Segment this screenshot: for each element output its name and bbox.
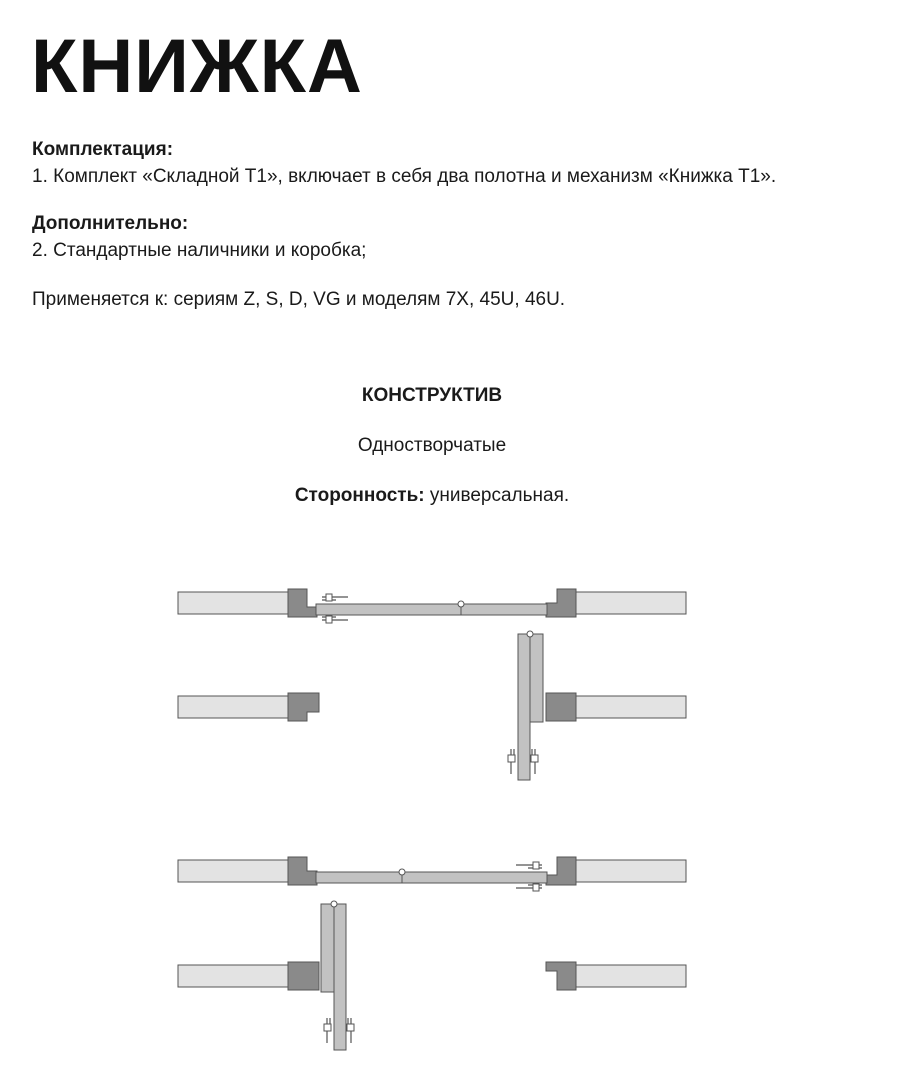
- door-leaf-folded-2: [334, 904, 346, 1050]
- left-door-frame: [288, 857, 317, 885]
- construct-type: Одностворчатые: [357, 435, 507, 456]
- extra-line: 2. Стандартные наличники и коробка;: [32, 240, 367, 261]
- right-door-frame: [546, 589, 576, 617]
- door-leaf-left: [316, 872, 402, 883]
- diagram-closed-top: [178, 589, 686, 623]
- side-label: Сторонность:: [294, 485, 425, 506]
- right-door-frame: [546, 693, 576, 721]
- left-door-frame: [288, 693, 319, 721]
- door-leaf-right: [461, 604, 547, 615]
- left-wall: [178, 696, 290, 718]
- hinge-pin: [399, 869, 405, 875]
- right-door-frame: [546, 962, 576, 990]
- left-door-frame: [288, 589, 317, 617]
- door-leaf-folded-1: [518, 634, 530, 780]
- left-wall: [178, 965, 290, 987]
- right-wall: [574, 696, 686, 718]
- extra-heading: Дополнительно:: [32, 213, 189, 234]
- right-wall: [574, 965, 686, 987]
- right-wall: [574, 860, 686, 882]
- hinge-pin: [331, 901, 337, 907]
- diagram-closed-bottom: [178, 857, 686, 891]
- applies-line: Применяется к: сериям Z, S, D, VG и моделям 7X, 45U, 46U.: [32, 289, 566, 310]
- page-title: КНИЖКА: [31, 24, 363, 109]
- left-door-frame: [288, 962, 319, 990]
- left-wall: [178, 592, 290, 614]
- hinge-pin: [527, 631, 533, 637]
- left-wall: [178, 860, 290, 882]
- right-door-frame: [546, 857, 576, 885]
- door-leaf-left: [316, 604, 461, 615]
- diagram-open-bottom: [178, 901, 686, 1050]
- hinge-pin: [458, 601, 464, 607]
- diagram-open-top: [178, 631, 686, 780]
- door-leaf-folded-2: [530, 634, 543, 722]
- right-wall: [574, 592, 686, 614]
- door-leaf-right: [402, 872, 547, 883]
- construct-heading: КОНСТРУКТИВ: [361, 385, 503, 406]
- side-value: универсальная.: [424, 485, 570, 506]
- kit-line: 1. Комплект «Складной Т1», включает в себя два полотна и механизм «Книжка Т1».: [32, 166, 777, 187]
- door-leaf-folded-1: [321, 904, 334, 992]
- kit-heading: Комплектация:: [32, 139, 174, 160]
